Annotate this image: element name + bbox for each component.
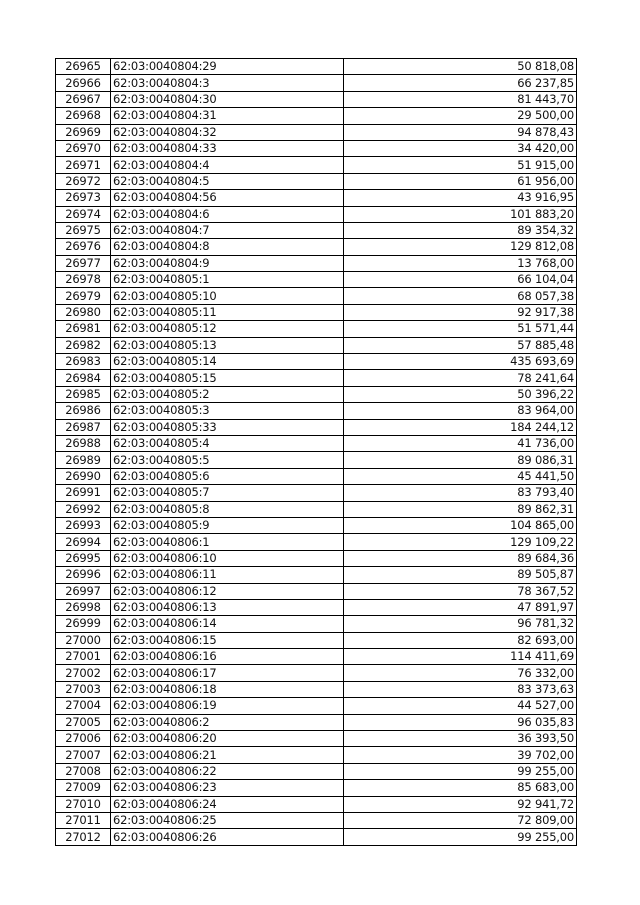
cadastral-value-cell: 89 354,32 bbox=[344, 222, 577, 238]
table-row bbox=[56, 501, 577, 517]
table-row bbox=[56, 731, 577, 747]
cadastral-value-cell: 89 086,31 bbox=[344, 452, 577, 468]
table-row bbox=[56, 206, 577, 222]
cadastral-value-cell: 92 917,38 bbox=[344, 304, 577, 320]
table-row bbox=[56, 173, 577, 189]
row-number-cell: 27000 bbox=[56, 632, 111, 648]
table-row bbox=[56, 386, 577, 402]
row-number-cell: 26995 bbox=[56, 550, 111, 566]
table-row bbox=[56, 485, 577, 501]
cadastral-number-cell: 62:03:0040806:13 bbox=[111, 599, 344, 615]
cadastral-value-cell: 45 441,50 bbox=[344, 468, 577, 484]
cadastral-value-cell: 72 809,00 bbox=[344, 812, 577, 828]
row-number-cell: 26990 bbox=[56, 468, 111, 484]
cadastral-value-cell: 89 505,87 bbox=[344, 567, 577, 583]
table-row bbox=[56, 517, 577, 533]
cadastral-value-cell: 114 411,69 bbox=[344, 649, 577, 665]
cadastral-number-cell: 62:03:0040805:14 bbox=[111, 354, 344, 370]
cadastral-number-cell: 62:03:0040806:20 bbox=[111, 731, 344, 747]
cadastral-value-cell: 92 941,72 bbox=[344, 796, 577, 812]
cadastral-number-cell: 62:03:0040805:15 bbox=[111, 370, 344, 386]
row-number-cell: 27011 bbox=[56, 812, 111, 828]
cadastral-number-cell: 62:03:0040805:7 bbox=[111, 485, 344, 501]
row-number-cell: 26980 bbox=[56, 304, 111, 320]
table-row bbox=[56, 108, 577, 124]
cadastral-value-cell: 50 818,08 bbox=[344, 59, 577, 75]
cadastral-number-cell: 62:03:0040806:23 bbox=[111, 780, 344, 796]
cadastral-number-cell: 62:03:0040804:7 bbox=[111, 222, 344, 238]
table-row bbox=[56, 354, 577, 370]
cadastral-number-cell: 62:03:0040806:25 bbox=[111, 812, 344, 828]
row-number-cell: 26977 bbox=[56, 255, 111, 271]
table-row bbox=[56, 534, 577, 550]
row-number-cell: 26986 bbox=[56, 403, 111, 419]
cadastral-number-cell: 62:03:0040805:13 bbox=[111, 337, 344, 353]
cadastral-value-cell: 96 781,32 bbox=[344, 616, 577, 632]
row-number-cell: 26974 bbox=[56, 206, 111, 222]
cadastral-number-cell: 62:03:0040806:22 bbox=[111, 763, 344, 779]
table-row bbox=[56, 419, 577, 435]
cadastral-value-table bbox=[55, 58, 577, 846]
cadastral-value-cell: 99 255,00 bbox=[344, 829, 577, 845]
cadastral-value-cell: 39 702,00 bbox=[344, 747, 577, 763]
row-number-cell: 27006 bbox=[56, 731, 111, 747]
row-number-cell: 26985 bbox=[56, 386, 111, 402]
table-row bbox=[56, 370, 577, 386]
table-row bbox=[56, 403, 577, 419]
cadastral-value-cell: 83 964,00 bbox=[344, 403, 577, 419]
table-row bbox=[56, 157, 577, 173]
table-row bbox=[56, 452, 577, 468]
cadastral-value-cell: 61 956,00 bbox=[344, 173, 577, 189]
row-number-cell: 26966 bbox=[56, 75, 111, 91]
cadastral-value-cell: 104 865,00 bbox=[344, 517, 577, 533]
row-number-cell: 26999 bbox=[56, 616, 111, 632]
cadastral-number-cell: 62:03:0040805:9 bbox=[111, 517, 344, 533]
row-number-cell: 26983 bbox=[56, 354, 111, 370]
cadastral-number-cell: 62:03:0040806:19 bbox=[111, 698, 344, 714]
cadastral-value-cell: 99 255,00 bbox=[344, 763, 577, 779]
cadastral-number-cell: 62:03:0040804:33 bbox=[111, 140, 344, 156]
cadastral-value-cell: 41 736,00 bbox=[344, 435, 577, 451]
cadastral-number-cell: 62:03:0040805:2 bbox=[111, 386, 344, 402]
table-row bbox=[56, 812, 577, 828]
row-number-cell: 27005 bbox=[56, 714, 111, 730]
cadastral-number-cell: 62:03:0040804:30 bbox=[111, 91, 344, 107]
cadastral-number-cell: 62:03:0040806:11 bbox=[111, 567, 344, 583]
cadastral-value-cell: 82 693,00 bbox=[344, 632, 577, 648]
row-number-cell: 26982 bbox=[56, 337, 111, 353]
cadastral-value-cell: 78 241,64 bbox=[344, 370, 577, 386]
cadastral-value-cell: 81 443,70 bbox=[344, 91, 577, 107]
cadastral-number-cell: 62:03:0040805:33 bbox=[111, 419, 344, 435]
cadastral-value-cell: 50 396,22 bbox=[344, 386, 577, 402]
cadastral-value-cell: 435 693,69 bbox=[344, 354, 577, 370]
row-number-cell: 27012 bbox=[56, 829, 111, 845]
cadastral-number-cell: 62:03:0040805:10 bbox=[111, 288, 344, 304]
cadastral-value-cell: 34 420,00 bbox=[344, 140, 577, 156]
cadastral-number-cell: 62:03:0040805:5 bbox=[111, 452, 344, 468]
row-number-cell: 26970 bbox=[56, 140, 111, 156]
table-body bbox=[56, 59, 577, 846]
cadastral-value-cell: 89 684,36 bbox=[344, 550, 577, 566]
table-row bbox=[56, 140, 577, 156]
cadastral-value-cell: 83 793,40 bbox=[344, 485, 577, 501]
table-row bbox=[56, 550, 577, 566]
table-row bbox=[56, 239, 577, 255]
cadastral-value-cell: 184 244,12 bbox=[344, 419, 577, 435]
row-number-cell: 26997 bbox=[56, 583, 111, 599]
row-number-cell: 26996 bbox=[56, 567, 111, 583]
row-number-cell: 26965 bbox=[56, 59, 111, 75]
table-row bbox=[56, 124, 577, 140]
cadastral-number-cell: 62:03:0040806:2 bbox=[111, 714, 344, 730]
cadastral-value-cell: 89 862,31 bbox=[344, 501, 577, 517]
cadastral-value-cell: 66 237,85 bbox=[344, 75, 577, 91]
cadastral-value-cell: 78 367,52 bbox=[344, 583, 577, 599]
cadastral-number-cell: 62:03:0040805:8 bbox=[111, 501, 344, 517]
cadastral-number-cell: 62:03:0040806:16 bbox=[111, 649, 344, 665]
cadastral-number-cell: 62:03:0040804:29 bbox=[111, 59, 344, 75]
row-number-cell: 27003 bbox=[56, 681, 111, 697]
cadastral-number-cell: 62:03:0040806:17 bbox=[111, 665, 344, 681]
row-number-cell: 26971 bbox=[56, 157, 111, 173]
row-number-cell: 26989 bbox=[56, 452, 111, 468]
row-number-cell: 26968 bbox=[56, 108, 111, 124]
cadastral-number-cell: 62:03:0040805:1 bbox=[111, 272, 344, 288]
table-row bbox=[56, 75, 577, 91]
table-row bbox=[56, 632, 577, 648]
cadastral-value-cell: 85 683,00 bbox=[344, 780, 577, 796]
row-number-cell: 26991 bbox=[56, 485, 111, 501]
table-row bbox=[56, 468, 577, 484]
cadastral-value-cell: 66 104,04 bbox=[344, 272, 577, 288]
cadastral-number-cell: 62:03:0040804:56 bbox=[111, 190, 344, 206]
cadastral-number-cell: 62:03:0040805:4 bbox=[111, 435, 344, 451]
cadastral-value-cell: 43 916,95 bbox=[344, 190, 577, 206]
row-number-cell: 26967 bbox=[56, 91, 111, 107]
table-row bbox=[56, 567, 577, 583]
table-row bbox=[56, 796, 577, 812]
row-number-cell: 26988 bbox=[56, 435, 111, 451]
row-number-cell: 27008 bbox=[56, 763, 111, 779]
table-row bbox=[56, 255, 577, 271]
cadastral-value-cell: 101 883,20 bbox=[344, 206, 577, 222]
row-number-cell: 26994 bbox=[56, 534, 111, 550]
cadastral-number-cell: 62:03:0040805:11 bbox=[111, 304, 344, 320]
table-row bbox=[56, 649, 577, 665]
table-row bbox=[56, 59, 577, 75]
table-row bbox=[56, 616, 577, 632]
cadastral-value-cell: 76 332,00 bbox=[344, 665, 577, 681]
cadastral-number-cell: 62:03:0040806:21 bbox=[111, 747, 344, 763]
row-number-cell: 26972 bbox=[56, 173, 111, 189]
row-number-cell: 26976 bbox=[56, 239, 111, 255]
row-number-cell: 26984 bbox=[56, 370, 111, 386]
cadastral-number-cell: 62:03:0040806:12 bbox=[111, 583, 344, 599]
row-number-cell: 27010 bbox=[56, 796, 111, 812]
cadastral-number-cell: 62:03:0040806:15 bbox=[111, 632, 344, 648]
row-number-cell: 26979 bbox=[56, 288, 111, 304]
table-row bbox=[56, 91, 577, 107]
cadastral-number-cell: 62:03:0040804:9 bbox=[111, 255, 344, 271]
table-row bbox=[56, 337, 577, 353]
table-row bbox=[56, 321, 577, 337]
cadastral-number-cell: 62:03:0040804:31 bbox=[111, 108, 344, 124]
table-row bbox=[56, 763, 577, 779]
cadastral-value-cell: 47 891,97 bbox=[344, 599, 577, 615]
cadastral-number-cell: 62:03:0040804:6 bbox=[111, 206, 344, 222]
cadastral-value-cell: 96 035,83 bbox=[344, 714, 577, 730]
cadastral-number-cell: 62:03:0040804:8 bbox=[111, 239, 344, 255]
table-row bbox=[56, 435, 577, 451]
cadastral-value-cell: 94 878,43 bbox=[344, 124, 577, 140]
row-number-cell: 26987 bbox=[56, 419, 111, 435]
table-row bbox=[56, 829, 577, 845]
cadastral-value-cell: 68 057,38 bbox=[344, 288, 577, 304]
row-number-cell: 26998 bbox=[56, 599, 111, 615]
cadastral-number-cell: 62:03:0040806:18 bbox=[111, 681, 344, 697]
table-row bbox=[56, 583, 577, 599]
cadastral-number-cell: 62:03:0040806:10 bbox=[111, 550, 344, 566]
cadastral-value-cell: 51 571,44 bbox=[344, 321, 577, 337]
table-row bbox=[56, 780, 577, 796]
cadastral-number-cell: 62:03:0040805:3 bbox=[111, 403, 344, 419]
table-row bbox=[56, 698, 577, 714]
table-row bbox=[56, 272, 577, 288]
row-number-cell: 26992 bbox=[56, 501, 111, 517]
table-row bbox=[56, 665, 577, 681]
table-row bbox=[56, 304, 577, 320]
row-number-cell: 26978 bbox=[56, 272, 111, 288]
cadastral-number-cell: 62:03:0040804:3 bbox=[111, 75, 344, 91]
cadastral-number-cell: 62:03:0040804:4 bbox=[111, 157, 344, 173]
table-row bbox=[56, 599, 577, 615]
table-row bbox=[56, 747, 577, 763]
table-row bbox=[56, 714, 577, 730]
cadastral-number-cell: 62:03:0040806:1 bbox=[111, 534, 344, 550]
row-number-cell: 27007 bbox=[56, 747, 111, 763]
table-row bbox=[56, 681, 577, 697]
row-number-cell: 26969 bbox=[56, 124, 111, 140]
row-number-cell: 27002 bbox=[56, 665, 111, 681]
cadastral-value-cell: 83 373,63 bbox=[344, 681, 577, 697]
cadastral-value-cell: 51 915,00 bbox=[344, 157, 577, 173]
cadastral-value-cell: 44 527,00 bbox=[344, 698, 577, 714]
row-number-cell: 26975 bbox=[56, 222, 111, 238]
cadastral-number-cell: 62:03:0040806:24 bbox=[111, 796, 344, 812]
table-row bbox=[56, 288, 577, 304]
cadastral-value-cell: 29 500,00 bbox=[344, 108, 577, 124]
cadastral-value-cell: 13 768,00 bbox=[344, 255, 577, 271]
cadastral-number-cell: 62:03:0040805:6 bbox=[111, 468, 344, 484]
cadastral-value-cell: 129 812,08 bbox=[344, 239, 577, 255]
cadastral-number-cell: 62:03:0040804:5 bbox=[111, 173, 344, 189]
row-number-cell: 26973 bbox=[56, 190, 111, 206]
row-number-cell: 27004 bbox=[56, 698, 111, 714]
cadastral-value-cell: 36 393,50 bbox=[344, 731, 577, 747]
row-number-cell: 27009 bbox=[56, 780, 111, 796]
table-row bbox=[56, 222, 577, 238]
cadastral-value-cell: 129 109,22 bbox=[344, 534, 577, 550]
row-number-cell: 26993 bbox=[56, 517, 111, 533]
row-number-cell: 27001 bbox=[56, 649, 111, 665]
cadastral-value-cell: 57 885,48 bbox=[344, 337, 577, 353]
table-row bbox=[56, 190, 577, 206]
row-number-cell: 26981 bbox=[56, 321, 111, 337]
cadastral-number-cell: 62:03:0040806:26 bbox=[111, 829, 344, 845]
cadastral-number-cell: 62:03:0040804:32 bbox=[111, 124, 344, 140]
cadastral-number-cell: 62:03:0040806:14 bbox=[111, 616, 344, 632]
cadastral-number-cell: 62:03:0040805:12 bbox=[111, 321, 344, 337]
